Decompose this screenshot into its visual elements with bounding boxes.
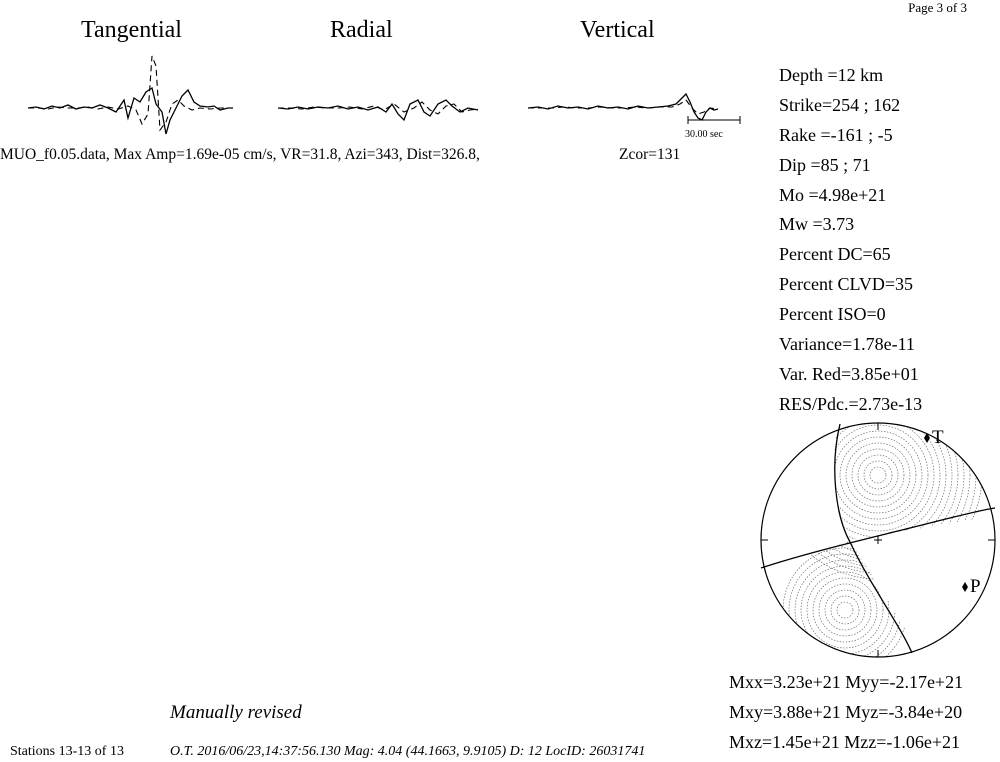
param-percent-dc: Percent DC=65 <box>779 244 891 265</box>
page-label: Page 3 of 3 <box>908 0 967 15</box>
focal-mechanism-beachball <box>750 420 1000 670</box>
vertical-waveform <box>528 52 743 142</box>
station-info: MUO_f0.05.data, Max Amp=1.69e-05 cm/s, VR=31.8, Azi=343, Dist=326.8, <box>0 146 480 163</box>
tangential-observed-trace <box>28 88 233 134</box>
tangential-title: Tangential <box>81 17 182 43</box>
radial-synthetic-trace <box>278 102 478 114</box>
param-var-red: Var. Red=3.85e+01 <box>779 363 919 384</box>
source-parameters <box>779 62 922 421</box>
param-mw: Mw =3.73 <box>779 214 855 235</box>
radial-title: Radial <box>330 17 393 43</box>
vertical-observed-trace <box>528 94 718 120</box>
p-axis-label: P <box>970 576 981 597</box>
tangential-waveform <box>28 52 233 142</box>
footer-origin-info: O.T. 2016/06/23,14:37:56.130 Mag: 4.04 (44.1663, 9.9105) D: 12 LocID: 26031741 <box>170 744 646 759</box>
moment-tensor-row-3: Mxz=1.45e+21 Mzz=-1.06e+21 <box>729 732 961 752</box>
param-rake: Rake =-161 ; -5 <box>779 124 893 145</box>
radial-waveform <box>278 52 478 142</box>
param-depth: Depth =12 km <box>779 65 884 85</box>
footer-stations: Stations 13-13 of 13 <box>10 744 124 759</box>
radial-observed-trace <box>278 100 478 120</box>
param-mo: Mo =4.98e+21 <box>779 184 887 205</box>
param-strike: Strike=254 ; 162 <box>779 94 901 115</box>
vertical-title: Vertical <box>580 17 655 43</box>
param-variance: Variance=1.78e-11 <box>779 334 915 355</box>
moment-tensor-row-2: Mxy=3.88e+21 Myz=-3.84e+20 <box>729 702 963 722</box>
param-percent-clvd: Percent CLVD=35 <box>779 274 913 295</box>
scale-bar-label: 30.00 sec <box>685 129 723 140</box>
param-percent-iso: Percent ISO=0 <box>779 304 886 325</box>
param-dip: Dip =85 ; 71 <box>779 154 871 175</box>
param-res-pdc: RES/Pdc.=2.73e-13 <box>779 393 923 414</box>
zcor-value: Zcor=131 <box>619 146 681 163</box>
manual-revision-note: Manually revised <box>170 702 302 723</box>
tangential-synthetic-trace <box>28 56 233 130</box>
t-axis-label: T <box>932 427 944 448</box>
moment-tensor-row-1: Mxx=3.23e+21 Myy=-2.17e+21 <box>729 672 964 692</box>
